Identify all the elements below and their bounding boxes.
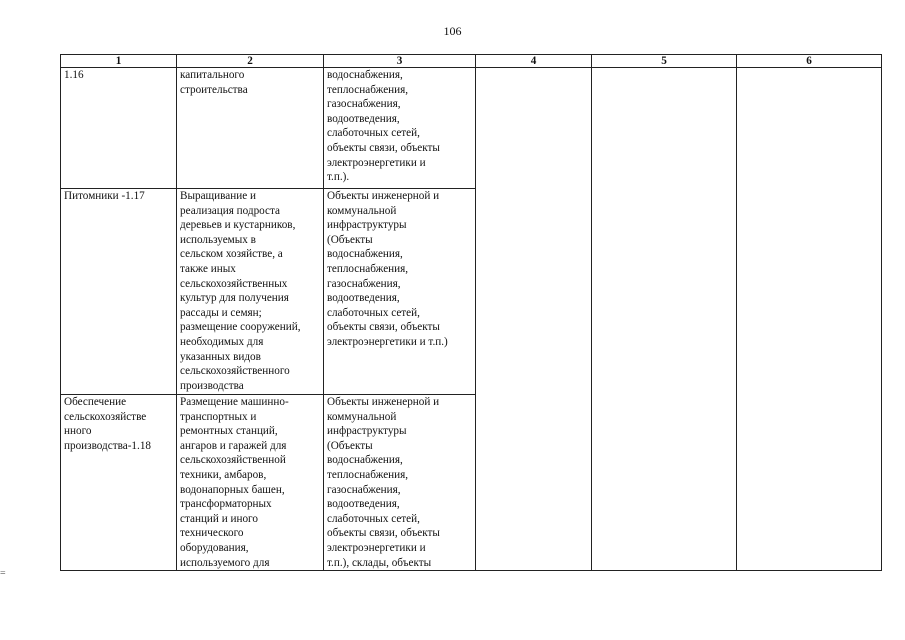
cell-text: Выращивание и реализация подроста деревьев и кустарников, используемых в сельском хозяйстве, а также иных сельскохозяйственных культур для получения рассады и семян; размещение сооружений, необходимых для указанных видов сельскохозяйственного производства: [180, 190, 301, 392]
cell-text: Объекты инженерной и коммунальной инфраструктуры (Объекты водоснабжения, теплоснабжения, газоснабжения, водоотведения, слаботочных сетей, объекты связи, объекты электроэнергетики и т.п.): [327, 190, 448, 348]
row-1-col-3: [324, 68, 476, 189]
row-2-col-1: [61, 189, 177, 395]
header-col-2: 2: [177, 55, 324, 68]
header-row: [61, 55, 882, 68]
col-5-merged-cell: [592, 68, 737, 571]
header-col-3: 3: [324, 55, 476, 68]
cell-text: Объекты инженерной и коммунальной инфраструктуры (Объекты водоснабжения, теплоснабжения, газоснабжения, водоотведения, слаботочных сетей, объекты связи, объекты электроэнергетики и т.п.), склады, объекты: [327, 396, 440, 569]
header-col-5: 5: [592, 55, 737, 68]
row-2-col-2: [177, 189, 324, 395]
permitted-use-table: [60, 54, 882, 571]
row-3-col-1: [61, 395, 177, 571]
row-1-col-1: [61, 68, 177, 189]
header-col-1: 1: [61, 55, 177, 68]
row-3-col-2: [177, 395, 324, 571]
row-3-col-3: [324, 395, 476, 571]
cell-text: Питомники -1.17: [64, 190, 145, 202]
cell-text: капитального строительства: [180, 69, 248, 96]
cell-text: Обеспечение сельскохозяйстве нного производства-1.18: [64, 396, 152, 452]
col-4-merged-cell: [476, 68, 592, 571]
col-6-merged-cell: [737, 68, 882, 571]
header-col-6: 6: [737, 55, 882, 68]
page-number: 106: [443, 24, 462, 38]
margin-mark: =: [0, 568, 6, 579]
cell-text: 1.16: [64, 69, 84, 81]
cell-text: Размещение машинно- транспортных и ремонтных станций, ангаров и гаражей для сельскохозяйственной техники, амбаров, водонапорных башен, трансформаторных станций и иного технического оборудования, используемого для: [180, 396, 289, 569]
header-col-4: 4: [476, 55, 592, 68]
row-2-col-3: [324, 189, 476, 395]
cell-text: водоснабжения, теплоснабжения, газоснабжения, водоотведения, слаботочных сетей, объекты связи, объекты электроэнергетики и т.п.).: [327, 69, 440, 184]
table-row: [61, 68, 882, 189]
row-1-col-2: [177, 68, 324, 189]
